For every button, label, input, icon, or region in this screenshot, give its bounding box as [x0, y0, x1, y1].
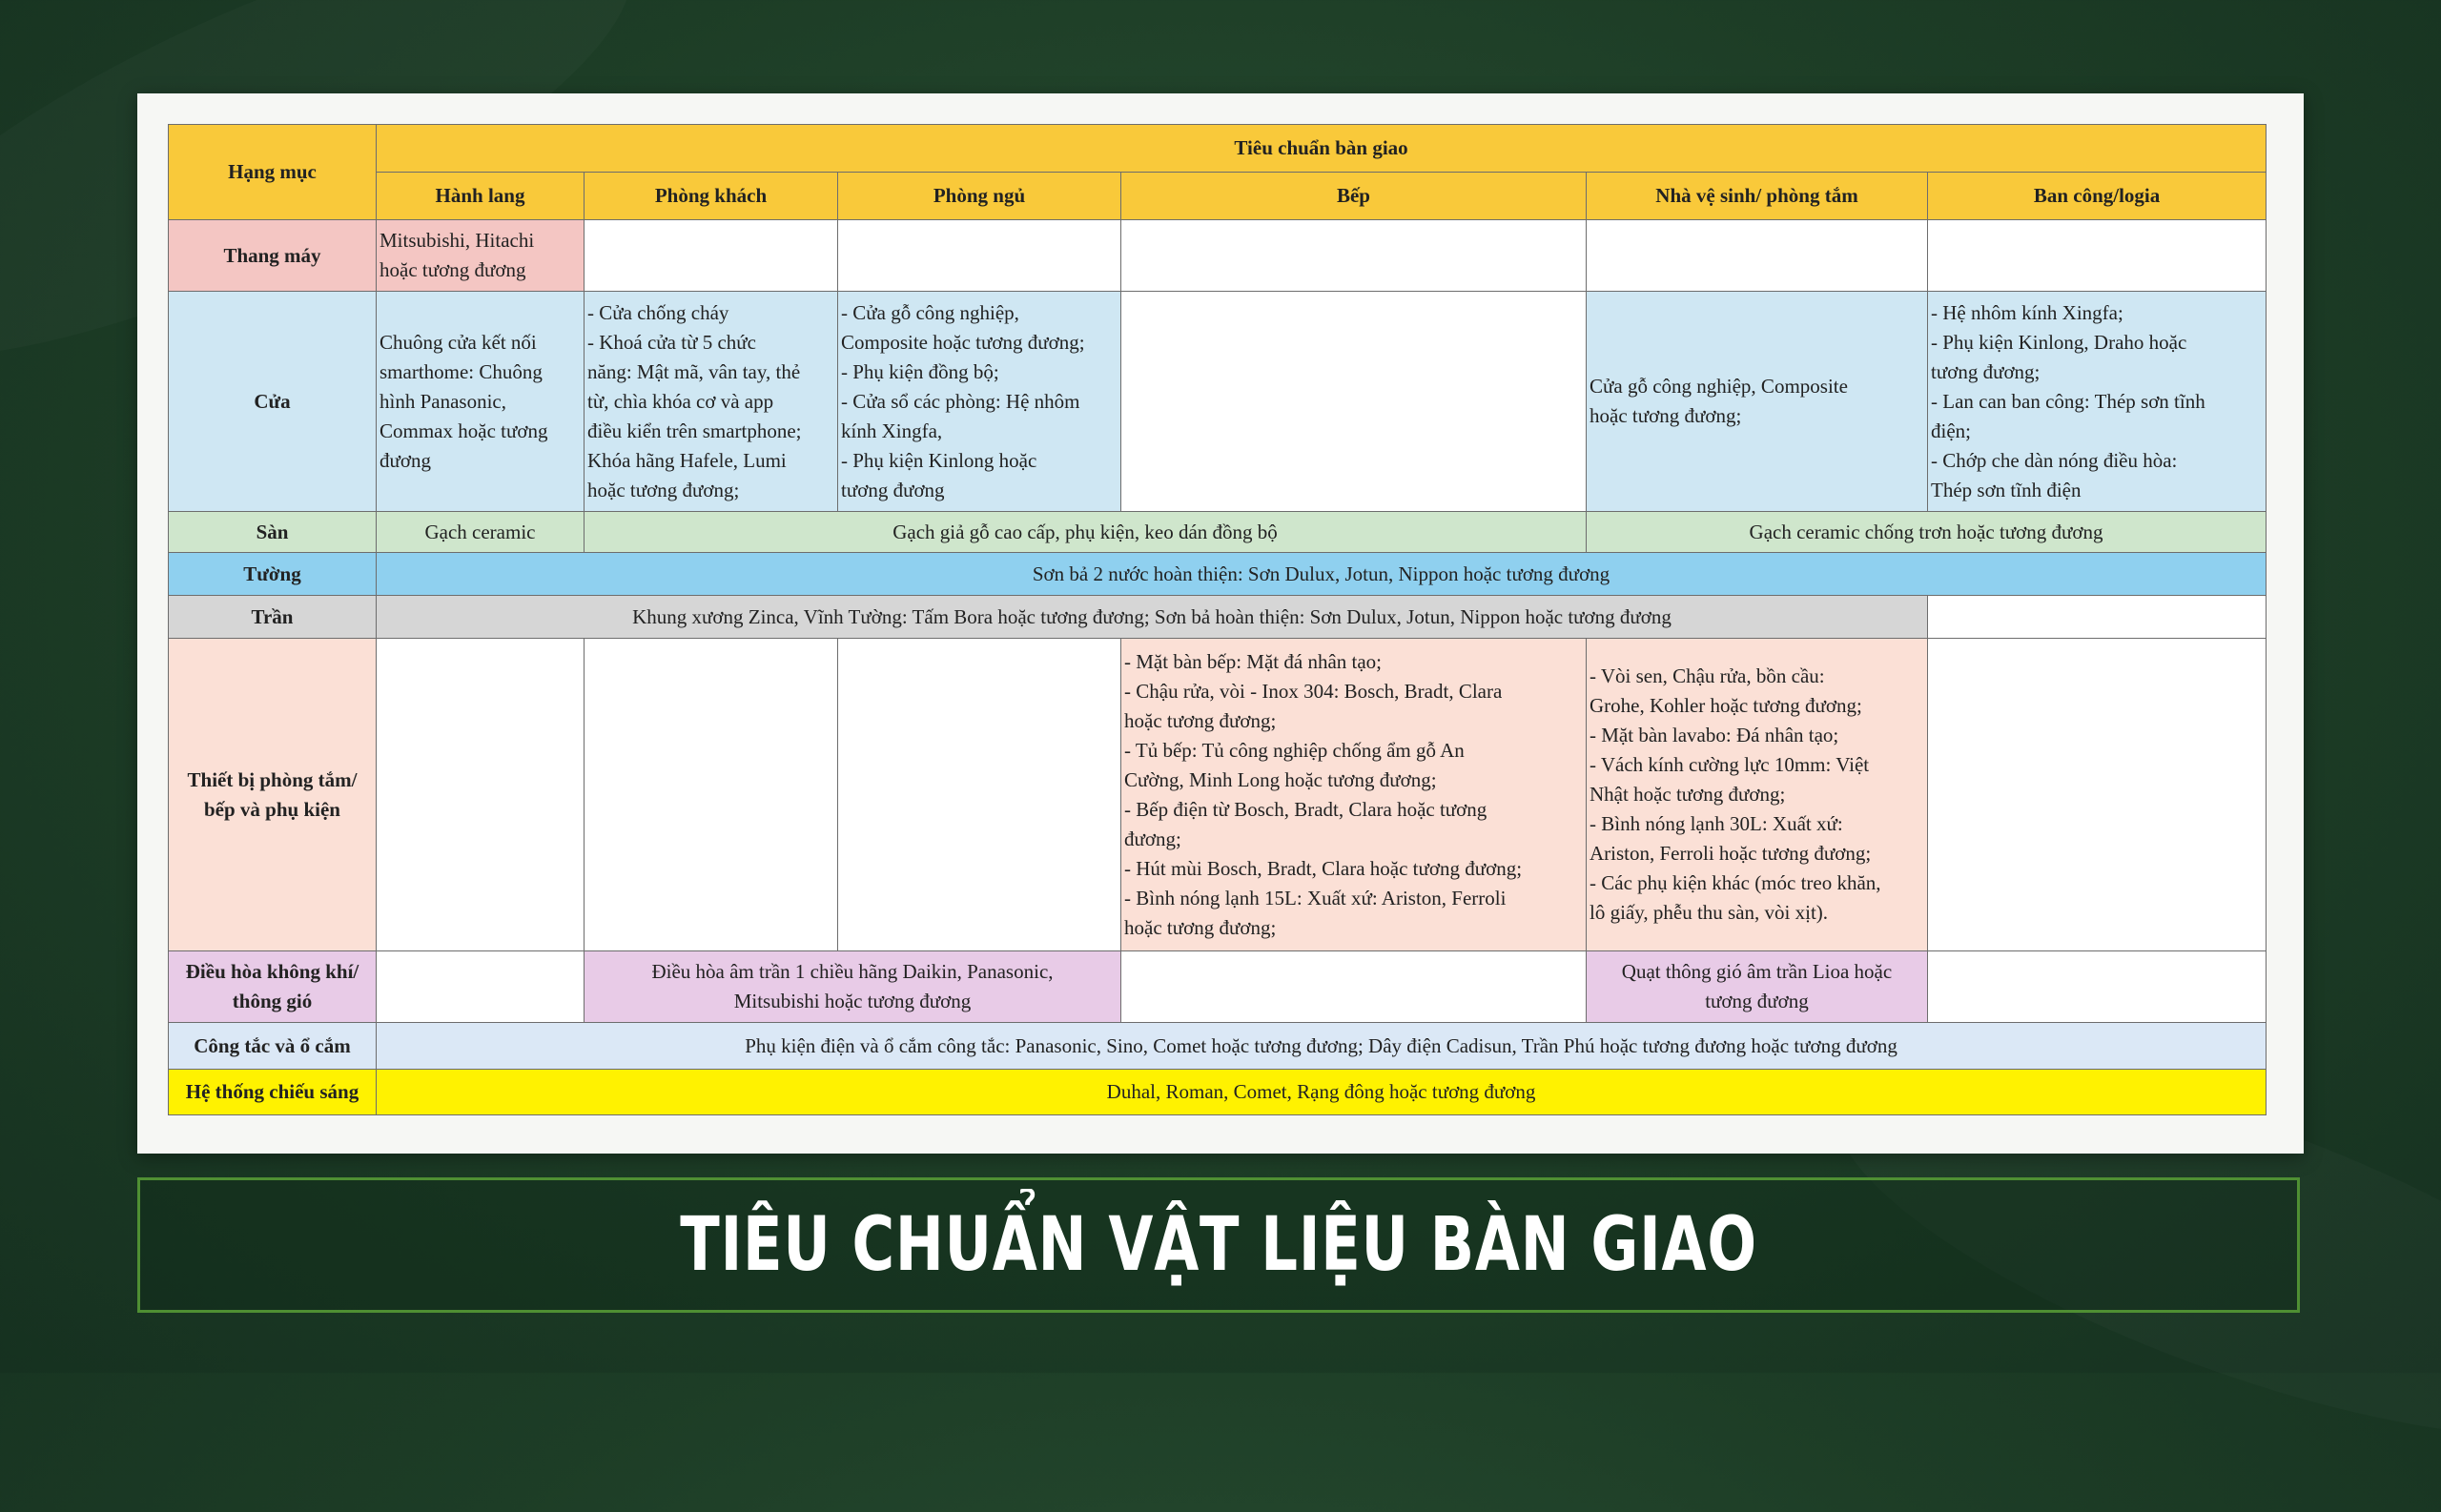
cell-empty [585, 639, 838, 951]
table-row [169, 951, 2267, 1023]
header-col-balcony: Ban công/logia [1928, 173, 2267, 220]
spec-sheet [137, 93, 2304, 1154]
table-row [169, 1070, 2267, 1115]
table-row [169, 512, 2267, 553]
cell-empty [1587, 220, 1928, 292]
header-col-bathroom: Nhà vệ sinh/ phòng tắm [1587, 173, 1928, 220]
cell-empty [838, 220, 1121, 292]
cell-empty [1121, 220, 1587, 292]
row-label-ceiling: Trần [169, 596, 377, 639]
cell-floor-wet-areas: Gạch ceramic chống trơn hoặc tương đương [1587, 512, 2267, 553]
cell-door-hallway: Chuông cửa kết nối smarthome: Chuông hình Panasonic, Commax hoặc tương đương [377, 292, 585, 512]
table-row [169, 1023, 2267, 1070]
header-col-hallway: Hành lang [377, 173, 585, 220]
header-standard: Tiêu chuẩn bàn giao [377, 125, 2267, 173]
cell-floor-rooms: Gạch giả gỗ cao cấp, phụ kiện, keo dán đồng bộ [585, 512, 1587, 553]
cell-empty [1928, 951, 2267, 1023]
cell-floor-hallway: Gạch ceramic [377, 512, 585, 553]
header-category: Hạng mục [169, 125, 377, 220]
cell-hvac-rooms: Điều hòa âm trần 1 chiều hãng Daikin, Panasonic, Mitsubishi hoặc tương đương [585, 951, 1121, 1023]
row-label-hvac: Điều hòa không khí/ thông gió [169, 951, 377, 1023]
cell-empty [1928, 639, 2267, 951]
row-label-switches: Công tắc và ổ cắm [169, 1023, 377, 1070]
cell-switches-all: Phụ kiện điện và ổ cắm công tắc: Panasonic, Sino, Comet hoặc tương đương; Dây điện Cadisun, Trần Phú hoặc tương đương hoặc tương đương [377, 1023, 2267, 1070]
cell-empty [1928, 596, 2267, 639]
cell-empty [1928, 220, 2267, 292]
row-label-wall: Tường [169, 553, 377, 596]
table-row [169, 553, 2267, 596]
table-row [169, 639, 2267, 951]
cell-empty [377, 951, 585, 1023]
cell-door-bathroom: Cửa gỗ công nghiệp, Composite hoặc tương đương; [1587, 292, 1928, 512]
cell-hvac-bathroom: Quạt thông gió âm trần Lioa hoặc tương đương [1587, 951, 1928, 1023]
cell-empty [585, 220, 838, 292]
table-row [169, 220, 2267, 292]
cell-lighting-all: Duhal, Roman, Comet, Rạng đông hoặc tương đương [377, 1070, 2267, 1115]
header-col-bedroom: Phòng ngủ [838, 173, 1121, 220]
cell-empty [1121, 292, 1587, 512]
cell-door-living-room: - Cửa chống cháy - Khoá cửa từ 5 chức năng: Mật mã, vân tay, thẻ từ, chìa khóa cơ và app điều kiển trên smartphone; Khóa hãng Hafele, Lumi hoặc tương đương; [585, 292, 838, 512]
row-label-floor: Sàn [169, 512, 377, 553]
table-row [169, 292, 2267, 512]
page-title: TIÊU CHUẨN VẬT LIỆU BÀN GIAO [680, 1202, 1757, 1288]
cell-fixtures-kitchen: - Mặt bàn bếp: Mặt đá nhân tạo; - Chậu rửa, vòi - Inox 304: Bosch, Bradt, Clara hoặc tương đương; - Tủ bếp: Tủ công nghiệp chống ẩm gỗ An Cường, Minh Long hoặc tương đương; - Bếp điện từ Bosch, Bradt, Clara hoặc tương đương; - Hút mùi Bosch, Bradt, Clara hoặc tương đương; - Bình nóng lạnh 15L: Xuất xứ: Ariston, Ferroli hoặc tương đương; [1121, 639, 1587, 951]
handover-standards-table [168, 124, 2267, 1115]
header-col-kitchen: Bếp [1121, 173, 1587, 220]
table-row [169, 596, 2267, 639]
cell-door-balcony: - Hệ nhôm kính Xingfa; - Phụ kiện Kinlong, Draho hoặc tương đương; - Lan can ban công: Thép sơn tĩnh điện; - Chớp che dàn nóng điều hòa: Thép sơn tĩnh điện [1928, 292, 2267, 512]
header-col-living-room: Phòng khách [585, 173, 838, 220]
cell-ceiling-all: Khung xương Zinca, Vĩnh Tường: Tấm Bora hoặc tương đương; Sơn bả hoàn thiện: Sơn Dulux, Jotun, Nippon hoặc tương đương [377, 596, 1928, 639]
row-label-lighting: Hệ thống chiếu sáng [169, 1070, 377, 1115]
cell-elevator-hallway: Mitsubishi, Hitachi hoặc tương đương [377, 220, 585, 292]
cell-fixtures-bathroom: - Vòi sen, Chậu rửa, bồn cầu: Grohe, Kohler hoặc tương đương; - Mặt bàn lavabo: Đá nhân tạo; - Vách kính cường lực 10mm: Việt Nhật hoặc tương đương; - Bình nóng lạnh 30L: Xuất xứ: Ariston, Ferroli hoặc tương đương; - Các phụ kiện khác (móc treo khăn, lô giấy, phễu thu sàn, vòi xịt). [1587, 639, 1928, 951]
row-label-door: Cửa [169, 292, 377, 512]
cell-wall-all: Sơn bả 2 nước hoàn thiện: Sơn Dulux, Jotun, Nippon hoặc tương đương [377, 553, 2267, 596]
title-banner [137, 1177, 2300, 1313]
cell-empty [377, 639, 585, 951]
cell-empty [1121, 951, 1587, 1023]
cell-empty [838, 639, 1121, 951]
cell-door-bedroom: - Cửa gỗ công nghiệp, Composite hoặc tương đương; - Phụ kiện đồng bộ; - Cửa sổ các phòng: Hệ nhôm kính Xingfa, - Phụ kiện Kinlong hoặc tương đương [838, 292, 1121, 512]
row-label-fixtures: Thiết bị phòng tắm/ bếp và phụ kiện [169, 639, 377, 951]
row-label-elevator: Thang máy [169, 220, 377, 292]
